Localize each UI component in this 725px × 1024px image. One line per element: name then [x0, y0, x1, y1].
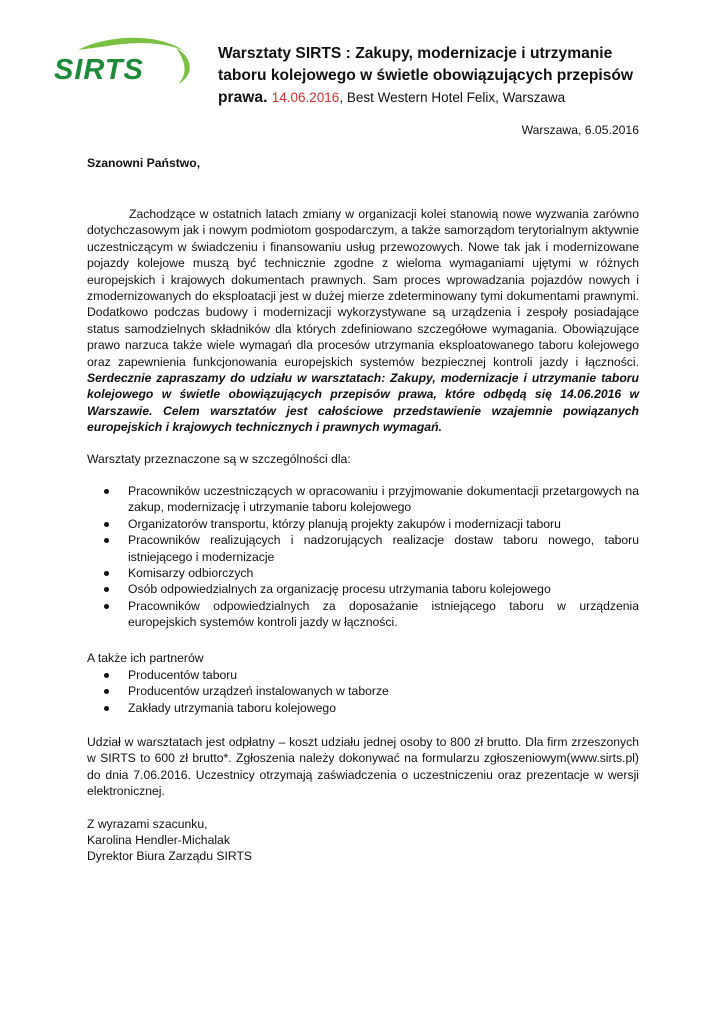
event-header: [218, 43, 658, 109]
signer-name: Karolina Hendler-Michalak: [87, 833, 230, 847]
salutation: Szanowni Państwo,: [87, 156, 201, 170]
partner-item: Producentów urządzeń instalowanych w taborze: [87, 683, 639, 699]
audience-item: Komisarzy odbiorczych: [87, 565, 639, 581]
partner-item: Producentów taboru: [87, 667, 639, 683]
bullet-icon: [104, 604, 109, 609]
partner-item: Zakłady utrzymania taboru kolejowego: [87, 700, 639, 716]
header-title-line1: Warsztaty SIRTS : Zakupy, modernizacje i utrzymanie: [218, 45, 613, 62]
audience-item: Organizatorów transportu, którzy planują projekty zakupów i modernizacji taboru: [87, 516, 639, 532]
header-subline: [218, 87, 658, 109]
bullet-icon: [104, 587, 109, 592]
fee-paragraph: Udział w warsztatach jest odpłatny – koszt udziału jednej osoby to 800 zł brutto. Dla firm zrzeszonych w SIRTS to 600 zł brutto*. Zgłoszenia należy dokonywać na formularzu zgłoszeniowym(www.sirts.pl) do dnia 7.06.2016. Uczestnicy otrzymają zaświadczenia o uczestniczeniu oraz prezentacje w wersji elektronicznej.: [87, 735, 639, 799]
header-title-line3: prawa.: [218, 89, 268, 106]
logo-text: SIRTS: [54, 54, 144, 86]
signer-title: Dyrektor Biura Zarządu SIRTS: [87, 849, 253, 863]
audience-item: Pracowników uczestniczących w opracowaniu i przyjmowanie dokumentacji przetargowych na zakup, modernizację i utrzymanie taboru kolejowego: [87, 483, 639, 516]
audience-item: Osób odpowiedzialnych za organizację procesu utrzymania taboru kolejowego: [87, 581, 639, 597]
sirts-logo: [48, 32, 193, 92]
partners-list: [87, 667, 639, 716]
bullet-icon: [104, 689, 109, 694]
logo-swoosh-top: [78, 38, 188, 54]
bullet-icon: [104, 489, 109, 494]
bullet-icon: [104, 673, 109, 678]
audience-item: Pracowników odpowiedzialnych za doposażanie istniejącego taboru w urządzenia europejskich systemów kontroli jazdy w łączności.: [87, 598, 639, 631]
intro-plain: Zachodzące w ostatnich latach zmiany w organizacji kolei stanowią nowe wyzwania zarówno dotychczasowym jak i nowym podmiotom gospodarczym, a także samorządom terytorialnym aktywnie uczestniczącym w świadczeniu i finansowaniu usług przewozowych. Nowe tak jak i modernizowane pojazdy kolejowe muszą być technicznie zgodne z wieloma wymaganiami ujętymi w różnych europejskich i krajowych dokumentach prawnych. Sam proces wprowadzania pojazdów nowych i zmodernizowanych do eksploatacji jest w dużej mierze zdeterminowany tymi dokumentami prawnymi. Dodatkowo podczas budowy i modernizacji wykorzystywane są urządzenia i zespoły posiadające status samodzielnych składników dla których zdefiniowano szczegółowe wymagania. Obowiązujące prawo narzuca także wiele wymagań dla procesów utrzymania eksploatowanego taboru kolejowego oraz zapewnienia funkcjonowania europejskich systemów bezpiecznej kontroli jazdy i łączności.: [87, 207, 639, 369]
audience-item: Pracowników realizujących i nadzorujących realizacje dostaw taboru nowego, taboru istniejącego i modernizacje: [87, 532, 639, 565]
logo-swoosh-right: [176, 48, 190, 84]
partners-intro: A także ich partnerów: [87, 651, 204, 665]
bullet-icon: [104, 538, 109, 543]
intro-paragraph: [87, 206, 639, 436]
audience-intro: Warsztaty przeznaczone są w szczególności dla:: [87, 452, 351, 466]
intro-invitation: Serdecznie zapraszamy do udziału w warsztatach: Zakupy, modernizacje i utrzymanie taboru kolejowego w świetle obowiązujących przepisów prawa, które odbędą się 14.06.2016 w Warszawie. Celem warsztatów jest całościowe przedstawienie wzajemnie powiązanych europejskich i krajowych technicznych i prawnych wymagań.: [87, 371, 639, 435]
bullet-icon: [104, 571, 109, 576]
place-date: Warszawa, 6.05.2016: [521, 123, 639, 137]
header-location: , Best Western Hotel Felix, Warszawa: [339, 90, 566, 105]
closing: Z wyrazami szacunku,: [87, 817, 208, 831]
header-title-line2: taboru kolejowego w świetle obowiązujących przepisów: [218, 67, 634, 84]
bullet-icon: [104, 522, 109, 527]
bullet-icon: [104, 706, 109, 711]
audience-list: [87, 483, 639, 631]
header-date: 14.06.2016: [271, 90, 340, 105]
